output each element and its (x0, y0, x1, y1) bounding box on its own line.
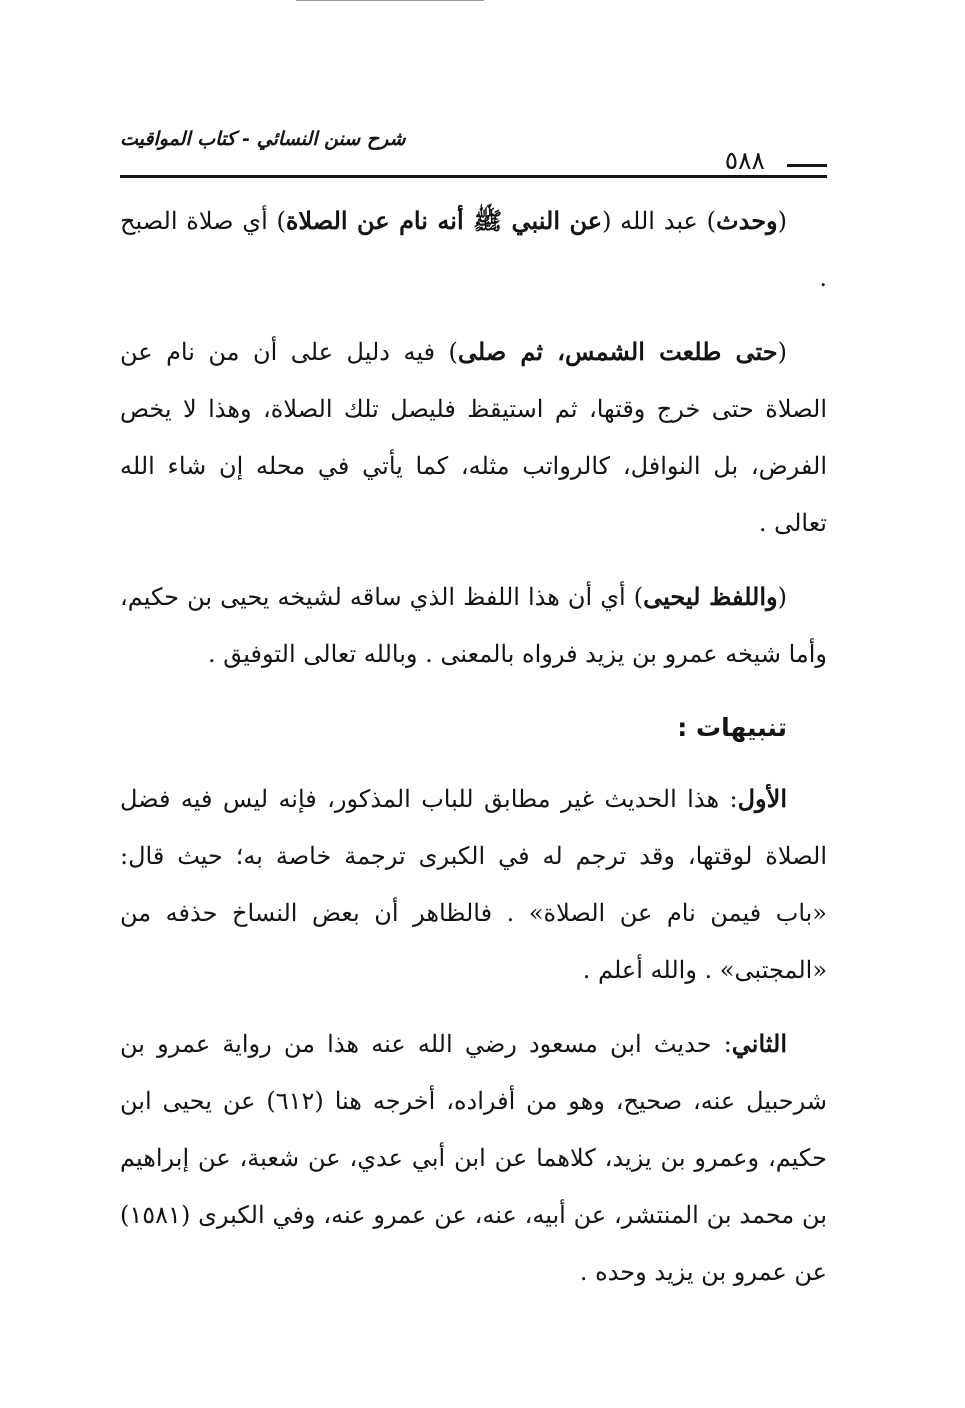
running-title: شرح سنن النسائي - كتاب المواقيت (120, 128, 406, 150)
note-1: الأول: هذا الحديث غير مطابق للباب المذكور، فإنه ليس فيه فضل الصلاة لوقتها، وقد ترجم له في الكبرى ترجمة خاصة به؛ حيث قال: «باب فيمن نام عن الصلاة» . فالظاهر أن بعض النساخ حذفه من «المجتبى» . والله أعلم . (120, 784, 827, 984)
paragraph-2: (حتى طلعت الشمس، ثم صلى) فيه دليل على أن من نام عن الصلاة حتى خرج وقتها، ثم استيقظ فليصل تلك الصلاة، وهذا لا يخص الفرض، بل النوافل، كالرواتب مثله، كما يأتي في محله إن شاء الله تعالى . (120, 337, 827, 537)
quoted-term: وحدث (716, 206, 778, 235)
notes-heading: تنبيهات : (677, 713, 787, 742)
note-label: الثاني (731, 1029, 788, 1058)
quoted-term: عن النبي ﷺ أنه نام عن الصلاة (285, 206, 603, 235)
paragraph-1: (وحدث) عبد الله (عن النبي ﷺ أنه نام عن الصلاة) أي صلاة الصبح . (120, 206, 827, 292)
note-2: الثاني: حديث ابن مسعود رضي الله عنه هذا من رواية عمرو بن شرحبيل عنه، صحيح، وهو من أفراده، أخرجه هنا (٦١٢) عن يحيى ابن حكيم، وعمرو بن يزيد، كلاهما عن ابن أبي عدي، عن شعبة، عن إبراهيم بن محمد بن المنتشر، عن أبيه، عنه، عن عمرو عنه، وفي الكبرى (١٥٨١) عن عمرو بن يزيد وحده . (120, 1029, 827, 1286)
header-rule (120, 175, 827, 178)
top-edge-line (296, 0, 484, 1)
quoted-term: حتى طلعت الشمس، ثم صلى (457, 337, 778, 366)
page-header (120, 118, 827, 178)
page-number: ٥٨٨ (724, 146, 765, 175)
page-body (120, 192, 827, 1317)
quoted-term: واللفظ ليحيى (643, 582, 778, 611)
note-label: الأول (737, 784, 787, 813)
paragraph-3: (واللفظ ليحيى) أي أن هذا اللفظ الذي ساقه لشيخه يحيى بن حكيم، وأما شيخه عمرو بن يزيد فرواه بالمعنى . وبالله تعالى التوفيق . (120, 582, 827, 668)
page-number-dash (787, 164, 827, 167)
